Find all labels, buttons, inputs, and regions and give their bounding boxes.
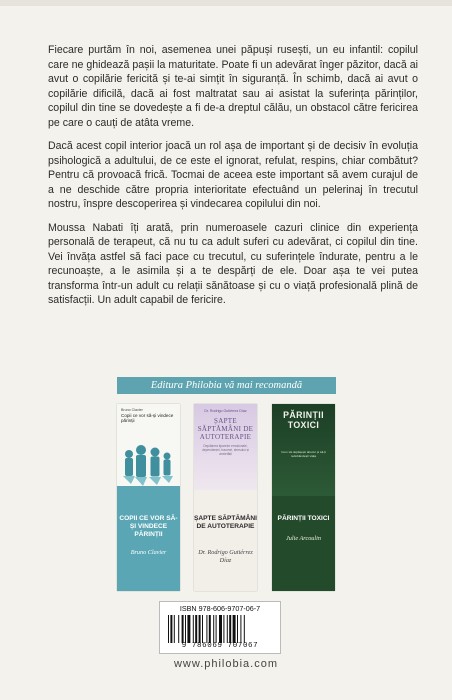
cover-sky-panel (194, 404, 257, 490)
cover-small-title: Copii ce vor să-și vindece părinții (121, 413, 174, 424)
publisher-website[interactable]: www.philobia.com (173, 658, 279, 670)
book-cover-1 (117, 404, 180, 591)
barcode-digits: 9 786069 707067 (181, 642, 259, 650)
blurb-paragraph-2: Dacă acest copil interior joacă un rol așa de important și de decisiv în evoluția psihologică a adultului, de ce este el ignorat, refulat, respins, chiar combătut? Pentru că provoacă frică. Tocmai de aceea este important să avem curajul de a ne deschide către propria interioritate efectuând un pelerinaj în trecutul nostru, înspre descoperirea și vindecarea copilului din noi. (48, 140, 418, 210)
book-author: Bruno Clavier (130, 549, 167, 556)
book-author: Julie Arcoulin (286, 535, 321, 542)
page-edge (0, 0, 452, 6)
cover-subtitle: Cum să depășești abuzul și să-ți redobândești viața (281, 450, 326, 458)
book-title: ȘAPTE SĂPTĂMÂNI DE AUTOTERAPIE (194, 515, 257, 530)
cover-dark-panel (272, 404, 335, 496)
recommend-banner: Editura Philobia vă mai recomandă (117, 377, 336, 394)
cover-big-title: PĂRINȚII TOXICI (283, 410, 324, 430)
isbn-barcode (159, 601, 281, 654)
recommended-books (117, 404, 336, 594)
cover-small-author: Bruno Clavier (121, 408, 143, 412)
book-title: COPII CE VOR SĂ-ȘI VINDECE PĂRINȚII (119, 515, 178, 538)
blurb-paragraph-3: Moussa Nabati îți arată, prin numeroasele cazuri clinice din experiența personală de terapeut, că nu tu ca adult suferi cu adevărat, ci copilul din tine. Vei învăța astfel să faci pace cu trecutul, cu suferințele îndurate, pentru a le recunoaște, a le asimila și a te despărți de ele. Doar așa te vei putea transforma într-un adult cu relații sănătoase și cu o viață profesională plină de satisfacții. Un adult capabil de fericire. (48, 221, 418, 306)
book-cover-3 (272, 404, 335, 591)
book-title: PĂRINȚII TOXICI (277, 515, 330, 522)
cover-big-title: ȘAPTE SĂPTĂMÂNI DE AUTOTERAPIE (197, 417, 254, 441)
cover-subtitle: Depășirea tiparelor emoționale, dependenței, traumei, stresului și anxietății (202, 444, 249, 456)
blurb-paragraph-1: Fiecare purtăm în noi, asemenea unei păpuși rusești, un eu infantil: copilul care ne ghidează pașii la maturitate. Poate fi un adevărat înger păzitor, dacă ai avut o copilărie fericită și te-ai simțit în siguranță. În schimb, dacă ai avut o copilărie dificilă, dacă ai fost maltratat sau ai asistat la suferința părinților, copilul din tine se dovedește a fi de-a dreptul călău, un obstacol către fericirea pe care o cauți de atâta vreme. (48, 44, 418, 129)
book-cover-2 (194, 404, 257, 591)
barcode-bars-icon (168, 615, 272, 643)
book-author: Dr. Rodrigo Gutiérrez Díaz (198, 549, 253, 564)
cover-small-author: Dr. Rodrigo Gutiérrez Díaz (204, 409, 247, 413)
blurb-text (48, 43, 418, 317)
isbn-text: ISBN 978-606-9707-06-7 (179, 604, 261, 613)
paper-figures-illustration (119, 440, 177, 498)
